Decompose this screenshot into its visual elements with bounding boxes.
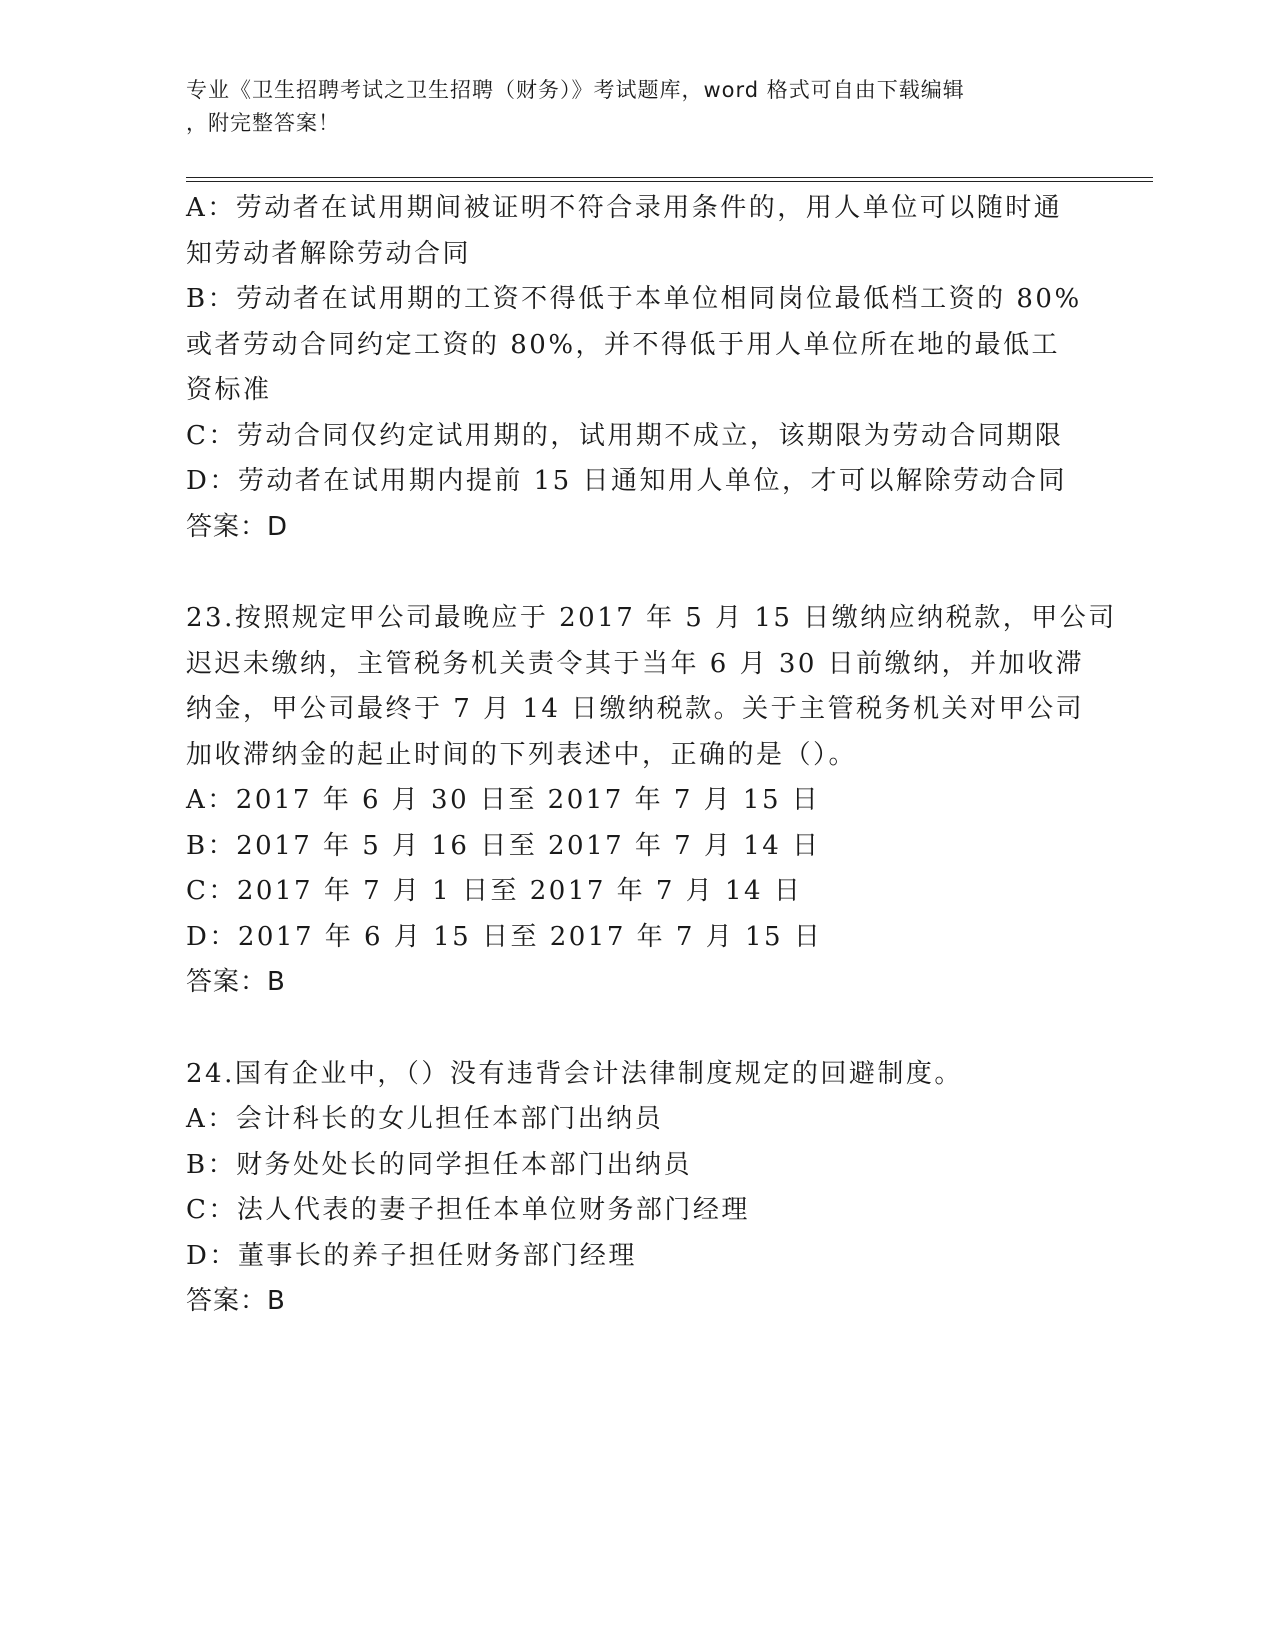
header-title-continuation: ，附完整答案！ [186,111,340,135]
option-c: C：法人代表的妻子担任本单位财务部门经理 [186,1195,750,1225]
option-a: A：劳动者在试用期间被证明不符合录用条件的，用人单位可以随时通 [186,193,1063,223]
question-24 [186,1052,1086,1325]
option-c: C：劳动合同仅约定试用期的，试用期不成立，该期限为劳动合同期限 [186,420,1064,451]
option-a: A：2017 年 6 月 30 日至 2017 年 7 月 15 日 [186,785,821,815]
spacer [186,550,1086,596]
header-title: 专业《卫生招聘考试之卫生招聘（财务）》考试题库，word 格式可自由下载编辑 [186,78,965,102]
question-stem-continuation: 加收滞纳金的起止时间的下列表述中，正确的是（）。 [186,739,858,770]
header-divider [186,177,1153,182]
option-a: A：会计科长的女儿担任本部门出纳员 [186,1104,664,1134]
document-header [186,74,1066,140]
question-stem-continuation: 纳金，甲公司最终于 7 月 14 日缴纳税款。关于主管税务机关对甲公司 [186,694,1085,724]
option-b: B：财务处处长的同学担任本部门出纳员 [186,1149,693,1180]
option-b-continuation: 或者劳动合同约定工资的 80%，并不得低于用人单位所在地的最低工 [186,329,1061,360]
option-d: D：劳动者在试用期内提前 15 日通知用人单位，才可以解除劳动合同 [186,466,1067,496]
answer-label: 答案：D [186,511,289,542]
question-stem: 24.国有企业中，（）没有违背会计法律制度规定的回避制度。 [186,1058,963,1089]
question-stem-continuation: 迟迟未缴纳，主管税务机关责令其于当年 6 月 30 日前缴纳，并加收滞 [186,648,1085,679]
option-b: B：劳动者在试用期的工资不得低于本单位相同岗位最低档工资的 80% [186,284,1082,314]
question-23 [186,596,1117,1006]
spacer [186,1006,1086,1052]
option-c: C：2017 年 7 月 1 日至 2017 年 7 月 14 日 [186,876,803,906]
question-list [186,186,1117,1325]
option-d: D：2017 年 6 月 15 日至 2017 年 7 月 15 日 [186,921,823,952]
question-22 [186,186,1086,550]
option-d: D：董事长的养子担任财务部门经理 [186,1240,637,1271]
answer-label: 答案：B [186,1286,286,1316]
option-b-continuation: 资标准 [186,375,272,405]
question-stem: 23.按照规定甲公司最晚应于 2017 年 5 月 15 日缴纳应纳税款，甲公司 [186,603,1117,633]
answer-label: 答案：B [186,967,286,997]
option-a-continuation: 知劳动者解除劳动合同 [186,238,472,269]
option-b: B：2017 年 5 月 16 日至 2017 年 7 月 14 日 [186,830,821,861]
